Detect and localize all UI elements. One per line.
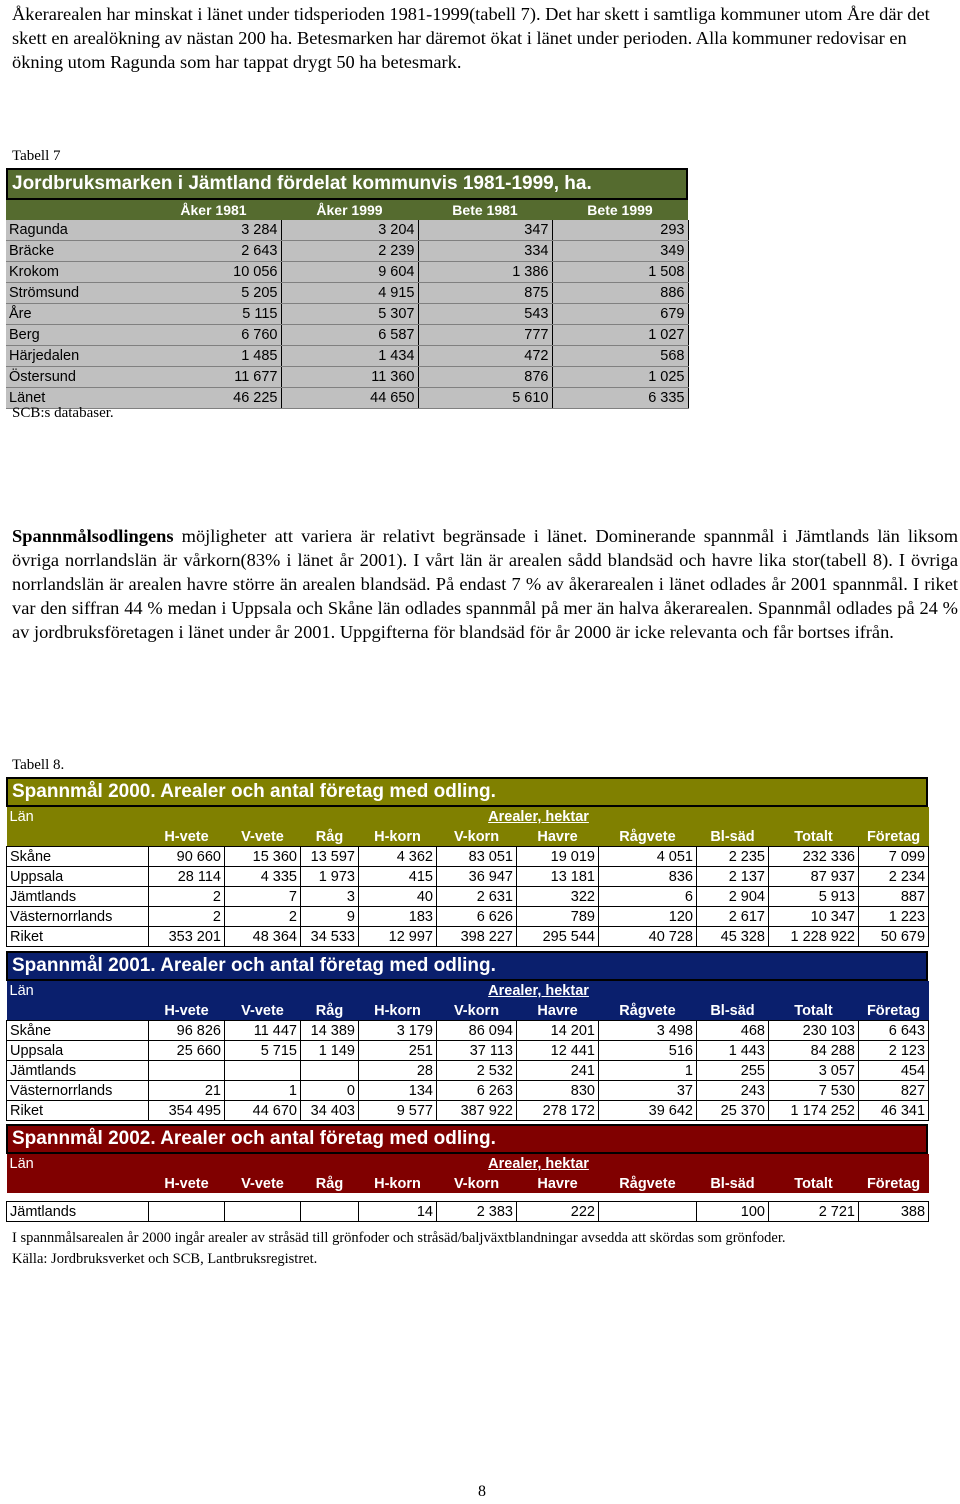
block-title: Spannmål 2002. Arealer och antal företag med odling. xyxy=(6,1124,928,1154)
table-row xyxy=(7,1041,929,1061)
table-cell: 789 xyxy=(517,907,599,927)
table-cell: 100 xyxy=(697,1202,769,1222)
table-row xyxy=(6,304,688,325)
table-row xyxy=(7,1021,929,1041)
spannmal-block-2 xyxy=(6,1124,928,1222)
table-cell: 2 xyxy=(149,887,225,907)
column-header: H-vete xyxy=(149,1001,225,1021)
table-cell: 1 485 xyxy=(146,346,281,367)
table-cell: 836 xyxy=(599,867,697,887)
table-cell: 1 223 xyxy=(859,907,929,927)
row-label: Berg xyxy=(6,325,146,346)
spannmal-block-1 xyxy=(6,951,928,1121)
table-row xyxy=(7,1101,929,1121)
table-cell: 7 xyxy=(225,887,301,907)
table-cell: 415 xyxy=(359,867,437,887)
table-cell: 14 389 xyxy=(301,1021,359,1041)
table-cell: 255 xyxy=(697,1061,769,1081)
column-header: V-vete xyxy=(225,1001,301,1021)
table-cell: 2 631 xyxy=(437,887,517,907)
table-cell: 2 239 xyxy=(281,241,418,262)
intro-paragraph: Åkerarealen har minskat i länet under tidsperioden 1981-1999(tabell 7). Det har skett i samtliga kommuner utom Åre där det skett en arealökning av nästan 200 ha. Betesmarken har däremot ökat i länet under perioden. Alla kommuner redovisar en ökning utom Ragunda som har tappat drygt 50 ha betesmark. xyxy=(12,4,930,72)
row-label: Jämtlands xyxy=(7,1061,149,1081)
table-row xyxy=(6,325,688,346)
column-header: Bl-säd xyxy=(697,1001,769,1021)
row-label: Ragunda xyxy=(6,220,146,241)
table-cell: 14 xyxy=(359,1202,437,1222)
table-cell: 84 288 xyxy=(769,1041,859,1061)
table-row xyxy=(7,847,929,867)
table-cell: 886 xyxy=(552,283,688,304)
table-cell: 37 xyxy=(599,1081,697,1101)
table-cell: 2 617 xyxy=(697,907,769,927)
table-cell: 2 235 xyxy=(697,847,769,867)
table-cell: 354 495 xyxy=(149,1101,225,1121)
row-label: Riket xyxy=(7,927,149,947)
table-cell: 4 051 xyxy=(599,847,697,867)
table-row xyxy=(7,1081,929,1101)
column-header: Totalt xyxy=(769,1174,859,1193)
table-cell xyxy=(301,1061,359,1081)
table-cell: 543 xyxy=(418,304,552,325)
table-cell: 5 715 xyxy=(225,1041,301,1061)
table-cell: 0 xyxy=(301,1081,359,1101)
table-cell: 876 xyxy=(418,367,552,388)
table7-header-cell: Åker 1981 xyxy=(146,200,281,220)
table-cell: 1 386 xyxy=(418,262,552,283)
table-cell: 2 123 xyxy=(859,1041,929,1061)
table-cell: 14 201 xyxy=(517,1021,599,1041)
page-number: 8 xyxy=(478,1483,486,1500)
table-row xyxy=(6,220,688,241)
table7-header-cell: Åker 1999 xyxy=(281,200,418,220)
table-cell: 278 172 xyxy=(517,1101,599,1121)
column-header: Rågvete xyxy=(599,1001,697,1021)
table-cell: 83 051 xyxy=(437,847,517,867)
table-row xyxy=(7,887,929,907)
table-cell: 398 227 xyxy=(437,927,517,947)
lan-row xyxy=(7,981,929,1001)
table-cell: 86 094 xyxy=(437,1021,517,1041)
arealer-label: Arealer, hektar xyxy=(149,1154,929,1174)
table-cell: 5 307 xyxy=(281,304,418,325)
table-cell: 36 947 xyxy=(437,867,517,887)
table7-header-row xyxy=(6,200,688,220)
table-cell: 6 335 xyxy=(552,388,688,409)
table-cell: 21 xyxy=(149,1081,225,1101)
table-cell: 6 760 xyxy=(146,325,281,346)
row-label: Bräcke xyxy=(6,241,146,262)
row-label: Skåne xyxy=(7,1021,149,1041)
table-cell: 12 997 xyxy=(359,927,437,947)
column-header: H-korn xyxy=(359,827,437,847)
column-header: H-korn xyxy=(359,1001,437,1021)
table-cell: 1 025 xyxy=(552,367,688,388)
paragraph-bold-lead: Spannmålsodlingens xyxy=(12,526,174,546)
table-cell: 37 113 xyxy=(437,1041,517,1061)
table-cell xyxy=(225,1202,301,1222)
table-cell: 777 xyxy=(418,325,552,346)
row-label: Jämtlands xyxy=(7,1202,149,1222)
table-cell: 3 xyxy=(301,887,359,907)
table-cell: 2 532 xyxy=(437,1061,517,1081)
table-cell: 1 508 xyxy=(552,262,688,283)
row-label: Skåne xyxy=(7,847,149,867)
column-header: Företag xyxy=(859,827,929,847)
block-grid xyxy=(6,807,929,947)
spacer-row xyxy=(7,1193,929,1202)
table-row xyxy=(7,867,929,887)
table-cell: 34 533 xyxy=(301,927,359,947)
table-cell: 13 597 xyxy=(301,847,359,867)
block-grid xyxy=(6,981,929,1121)
table-cell: 241 xyxy=(517,1061,599,1081)
table7-body xyxy=(6,220,688,409)
table-cell: 34 403 xyxy=(301,1101,359,1121)
paragraph-body: möjligheter att variera är relativt begränsade i länet. Dominerande spannmål i Jämtlands län liksom övriga norrlandslän är vårkorn(83% i länet år 2001). I vårt län är arealen sådd blandsäd och havre lika stor(tabell 8). I övriga norrlandslän är arealen havre större än arealen blandsäd. På endast 7 % av åkerarealen i länet odlades år 2001 spannmål. I riket var den siffran 44 % medan i Uppsala och Skåne län odlades spannmål på mer än halva åkerarealen. Spannmål odlades på 24 % av jordbruksföretagen i länet under år 2001. Uppgifterna för blandsäd för år 2000 är icke relevanta och får bortses ifrån. xyxy=(12,526,958,642)
table-cell: 334 xyxy=(418,241,552,262)
row-label: Västernorrlands xyxy=(7,907,149,927)
table-cell: 388 xyxy=(859,1202,929,1222)
table-cell: 3 179 xyxy=(359,1021,437,1041)
table8-footnote: I spannmålsarealen år 2000 ingår arealer av stråsäd till grönfoder och stråsäd/baljväxtblandningar avsedda att skördas som grönfoder. xyxy=(12,1230,786,1246)
table-cell: 387 922 xyxy=(437,1101,517,1121)
table-cell: 9 577 xyxy=(359,1101,437,1121)
lan-label: Län xyxy=(7,807,149,827)
paragraph-spannmal xyxy=(12,524,958,644)
table-cell: 183 xyxy=(359,907,437,927)
table-cell: 349 xyxy=(552,241,688,262)
table-cell: 1 xyxy=(225,1081,301,1101)
header-blank xyxy=(7,1001,149,1021)
table7-header-cell: Bete 1981 xyxy=(418,200,552,220)
table-cell: 6 626 xyxy=(437,907,517,927)
table-row xyxy=(7,1202,929,1222)
table-cell: 2 137 xyxy=(697,867,769,887)
table-row xyxy=(7,927,929,947)
table-cell: 472 xyxy=(418,346,552,367)
table-cell: 10 347 xyxy=(769,907,859,927)
table-cell: 48 364 xyxy=(225,927,301,947)
table-cell: 1 443 xyxy=(697,1041,769,1061)
table-cell: 1 149 xyxy=(301,1041,359,1061)
row-label: Länet xyxy=(6,388,146,409)
table-cell: 120 xyxy=(599,907,697,927)
table-cell: 40 728 xyxy=(599,927,697,947)
row-label: Uppsala xyxy=(7,867,149,887)
table-cell: 293 xyxy=(552,220,688,241)
table-cell: 887 xyxy=(859,887,929,907)
column-header: Havre xyxy=(517,1001,599,1021)
column-header: H-korn xyxy=(359,1174,437,1193)
table-cell: 1 xyxy=(599,1061,697,1081)
column-header: V-vete xyxy=(225,827,301,847)
table-row xyxy=(6,283,688,304)
table-cell xyxy=(149,1202,225,1222)
column-header: Havre xyxy=(517,1174,599,1193)
row-label: Krokom xyxy=(6,262,146,283)
column-header: Företag xyxy=(859,1001,929,1021)
column-header: V-vete xyxy=(225,1174,301,1193)
column-header: Bl-säd xyxy=(697,1174,769,1193)
table-cell: 15 360 xyxy=(225,847,301,867)
lan-row xyxy=(7,1154,929,1174)
table8-source: Källa: Jordbruksverket och SCB, Lantbruksregistret. xyxy=(12,1251,318,1267)
table7-header-cell: Bete 1999 xyxy=(552,200,688,220)
column-header-row xyxy=(7,1001,929,1021)
table-row xyxy=(6,346,688,367)
table-cell xyxy=(225,1061,301,1081)
spannmal-block-0 xyxy=(6,777,928,947)
table-cell: 9 xyxy=(301,907,359,927)
block-title: Spannmål 2000. Arealer och antal företag med odling. xyxy=(6,777,928,807)
table7 xyxy=(6,168,688,409)
table-cell: 830 xyxy=(517,1081,599,1101)
table-cell: 5 610 xyxy=(418,388,552,409)
table-cell: 827 xyxy=(859,1081,929,1101)
table-cell: 875 xyxy=(418,283,552,304)
table-row xyxy=(6,262,688,283)
table-cell: 11 360 xyxy=(281,367,418,388)
column-header-row xyxy=(7,827,929,847)
table-cell: 3 204 xyxy=(281,220,418,241)
table-cell: 1 973 xyxy=(301,867,359,887)
table-cell: 25 370 xyxy=(697,1101,769,1121)
row-label: Strömsund xyxy=(6,283,146,304)
column-header: Råg xyxy=(301,1174,359,1193)
table8-caption: Tabell 8. xyxy=(12,757,65,773)
table-row xyxy=(6,241,688,262)
table-cell: 7 530 xyxy=(769,1081,859,1101)
table-cell: 230 103 xyxy=(769,1021,859,1041)
column-header: V-korn xyxy=(437,827,517,847)
table-cell: 13 181 xyxy=(517,867,599,887)
table-cell: 4 335 xyxy=(225,867,301,887)
table-cell: 7 099 xyxy=(859,847,929,867)
row-label: Jämtlands xyxy=(7,887,149,907)
table-cell: 347 xyxy=(418,220,552,241)
table-cell: 46 341 xyxy=(859,1101,929,1121)
table-cell: 44 650 xyxy=(281,388,418,409)
table-cell: 4 915 xyxy=(281,283,418,304)
table-cell: 44 670 xyxy=(225,1101,301,1121)
table-cell: 3 057 xyxy=(769,1061,859,1081)
table7-title: Jordbruksmarken i Jämtland fördelat kommunvis 1981-1999, ha. xyxy=(6,168,688,200)
table-cell: 28 xyxy=(359,1061,437,1081)
table-cell: 46 225 xyxy=(146,388,281,409)
row-label: Västernorrlands xyxy=(7,1081,149,1101)
table-cell: 2 xyxy=(225,907,301,927)
header-blank xyxy=(7,827,149,847)
table-row xyxy=(6,367,688,388)
lan-label: Län xyxy=(7,1154,149,1174)
table-cell: 1 027 xyxy=(552,325,688,346)
table-cell: 5 205 xyxy=(146,283,281,304)
table-cell: 134 xyxy=(359,1081,437,1101)
column-header: Totalt xyxy=(769,827,859,847)
row-label: Åre xyxy=(6,304,146,325)
arealer-label: Arealer, hektar xyxy=(149,807,929,827)
column-header: Bl-säd xyxy=(697,827,769,847)
table-cell: 568 xyxy=(552,346,688,367)
column-header: V-korn xyxy=(437,1001,517,1021)
table-cell: 679 xyxy=(552,304,688,325)
table-cell: 6 263 xyxy=(437,1081,517,1101)
table-cell: 243 xyxy=(697,1081,769,1101)
table-cell: 232 336 xyxy=(769,847,859,867)
table-cell: 222 xyxy=(517,1202,599,1222)
column-header: Rågvete xyxy=(599,1174,697,1193)
column-header: H-vete xyxy=(149,1174,225,1193)
table-cell: 2 xyxy=(149,907,225,927)
table-cell: 2 234 xyxy=(859,867,929,887)
table7-source: SCB:s databaser. xyxy=(12,405,114,421)
table-cell: 50 679 xyxy=(859,927,929,947)
table-cell: 39 642 xyxy=(599,1101,697,1121)
row-label: Uppsala xyxy=(7,1041,149,1061)
row-label: Härjedalen xyxy=(6,346,146,367)
table-cell: 19 019 xyxy=(517,847,599,867)
table-cell: 6 xyxy=(599,887,697,907)
table-cell: 295 544 xyxy=(517,927,599,947)
column-header: Företag xyxy=(859,1174,929,1193)
table-cell: 1 228 922 xyxy=(769,927,859,947)
table-cell: 5 115 xyxy=(146,304,281,325)
table-cell: 40 xyxy=(359,887,437,907)
table-cell: 3 498 xyxy=(599,1021,697,1041)
column-header: Totalt xyxy=(769,1001,859,1021)
table-cell: 4 362 xyxy=(359,847,437,867)
table-cell: 2 383 xyxy=(437,1202,517,1222)
arealer-label: Arealer, hektar xyxy=(149,981,929,1001)
table-cell: 1 434 xyxy=(281,346,418,367)
table-row xyxy=(7,907,929,927)
table-cell: 12 441 xyxy=(517,1041,599,1061)
row-label: Östersund xyxy=(6,367,146,388)
table-cell: 6 587 xyxy=(281,325,418,346)
lan-label: Län xyxy=(7,981,149,1001)
table7-caption: Tabell 7 xyxy=(12,148,61,164)
column-header: Råg xyxy=(301,1001,359,1021)
table-cell xyxy=(149,1061,225,1081)
table-cell: 11 677 xyxy=(146,367,281,388)
table-cell: 468 xyxy=(697,1021,769,1041)
row-label: Riket xyxy=(7,1101,149,1121)
table-cell: 251 xyxy=(359,1041,437,1061)
table-cell: 96 826 xyxy=(149,1021,225,1041)
table-cell: 11 447 xyxy=(225,1021,301,1041)
table-cell: 454 xyxy=(859,1061,929,1081)
table-cell: 2 643 xyxy=(146,241,281,262)
table-cell: 87 937 xyxy=(769,867,859,887)
table-cell: 45 328 xyxy=(697,927,769,947)
table-cell: 10 056 xyxy=(146,262,281,283)
table-cell: 2 721 xyxy=(769,1202,859,1222)
table-cell xyxy=(301,1202,359,1222)
table-cell: 322 xyxy=(517,887,599,907)
table-cell: 2 904 xyxy=(697,887,769,907)
column-header: V-korn xyxy=(437,1174,517,1193)
table-cell: 28 114 xyxy=(149,867,225,887)
table-cell: 516 xyxy=(599,1041,697,1061)
block-title: Spannmål 2001. Arealer och antal företag med odling. xyxy=(6,951,928,981)
table-cell: 9 604 xyxy=(281,262,418,283)
table-cell: 1 174 252 xyxy=(769,1101,859,1121)
table-cell: 90 660 xyxy=(149,847,225,867)
header-blank xyxy=(7,1174,149,1193)
column-header: Havre xyxy=(517,827,599,847)
table-cell: 25 660 xyxy=(149,1041,225,1061)
column-header: Råg xyxy=(301,827,359,847)
table7-grid xyxy=(6,200,689,409)
column-header: Rågvete xyxy=(599,827,697,847)
table7-header-cell xyxy=(6,200,146,220)
table-cell: 5 913 xyxy=(769,887,859,907)
table-cell xyxy=(599,1202,697,1222)
block-grid xyxy=(6,1154,929,1222)
column-header-row xyxy=(7,1174,929,1193)
table-cell: 6 643 xyxy=(859,1021,929,1041)
table-cell: 3 284 xyxy=(146,220,281,241)
table-cell: 353 201 xyxy=(149,927,225,947)
table-row xyxy=(7,1061,929,1081)
column-header: H-vete xyxy=(149,827,225,847)
lan-row xyxy=(7,807,929,827)
